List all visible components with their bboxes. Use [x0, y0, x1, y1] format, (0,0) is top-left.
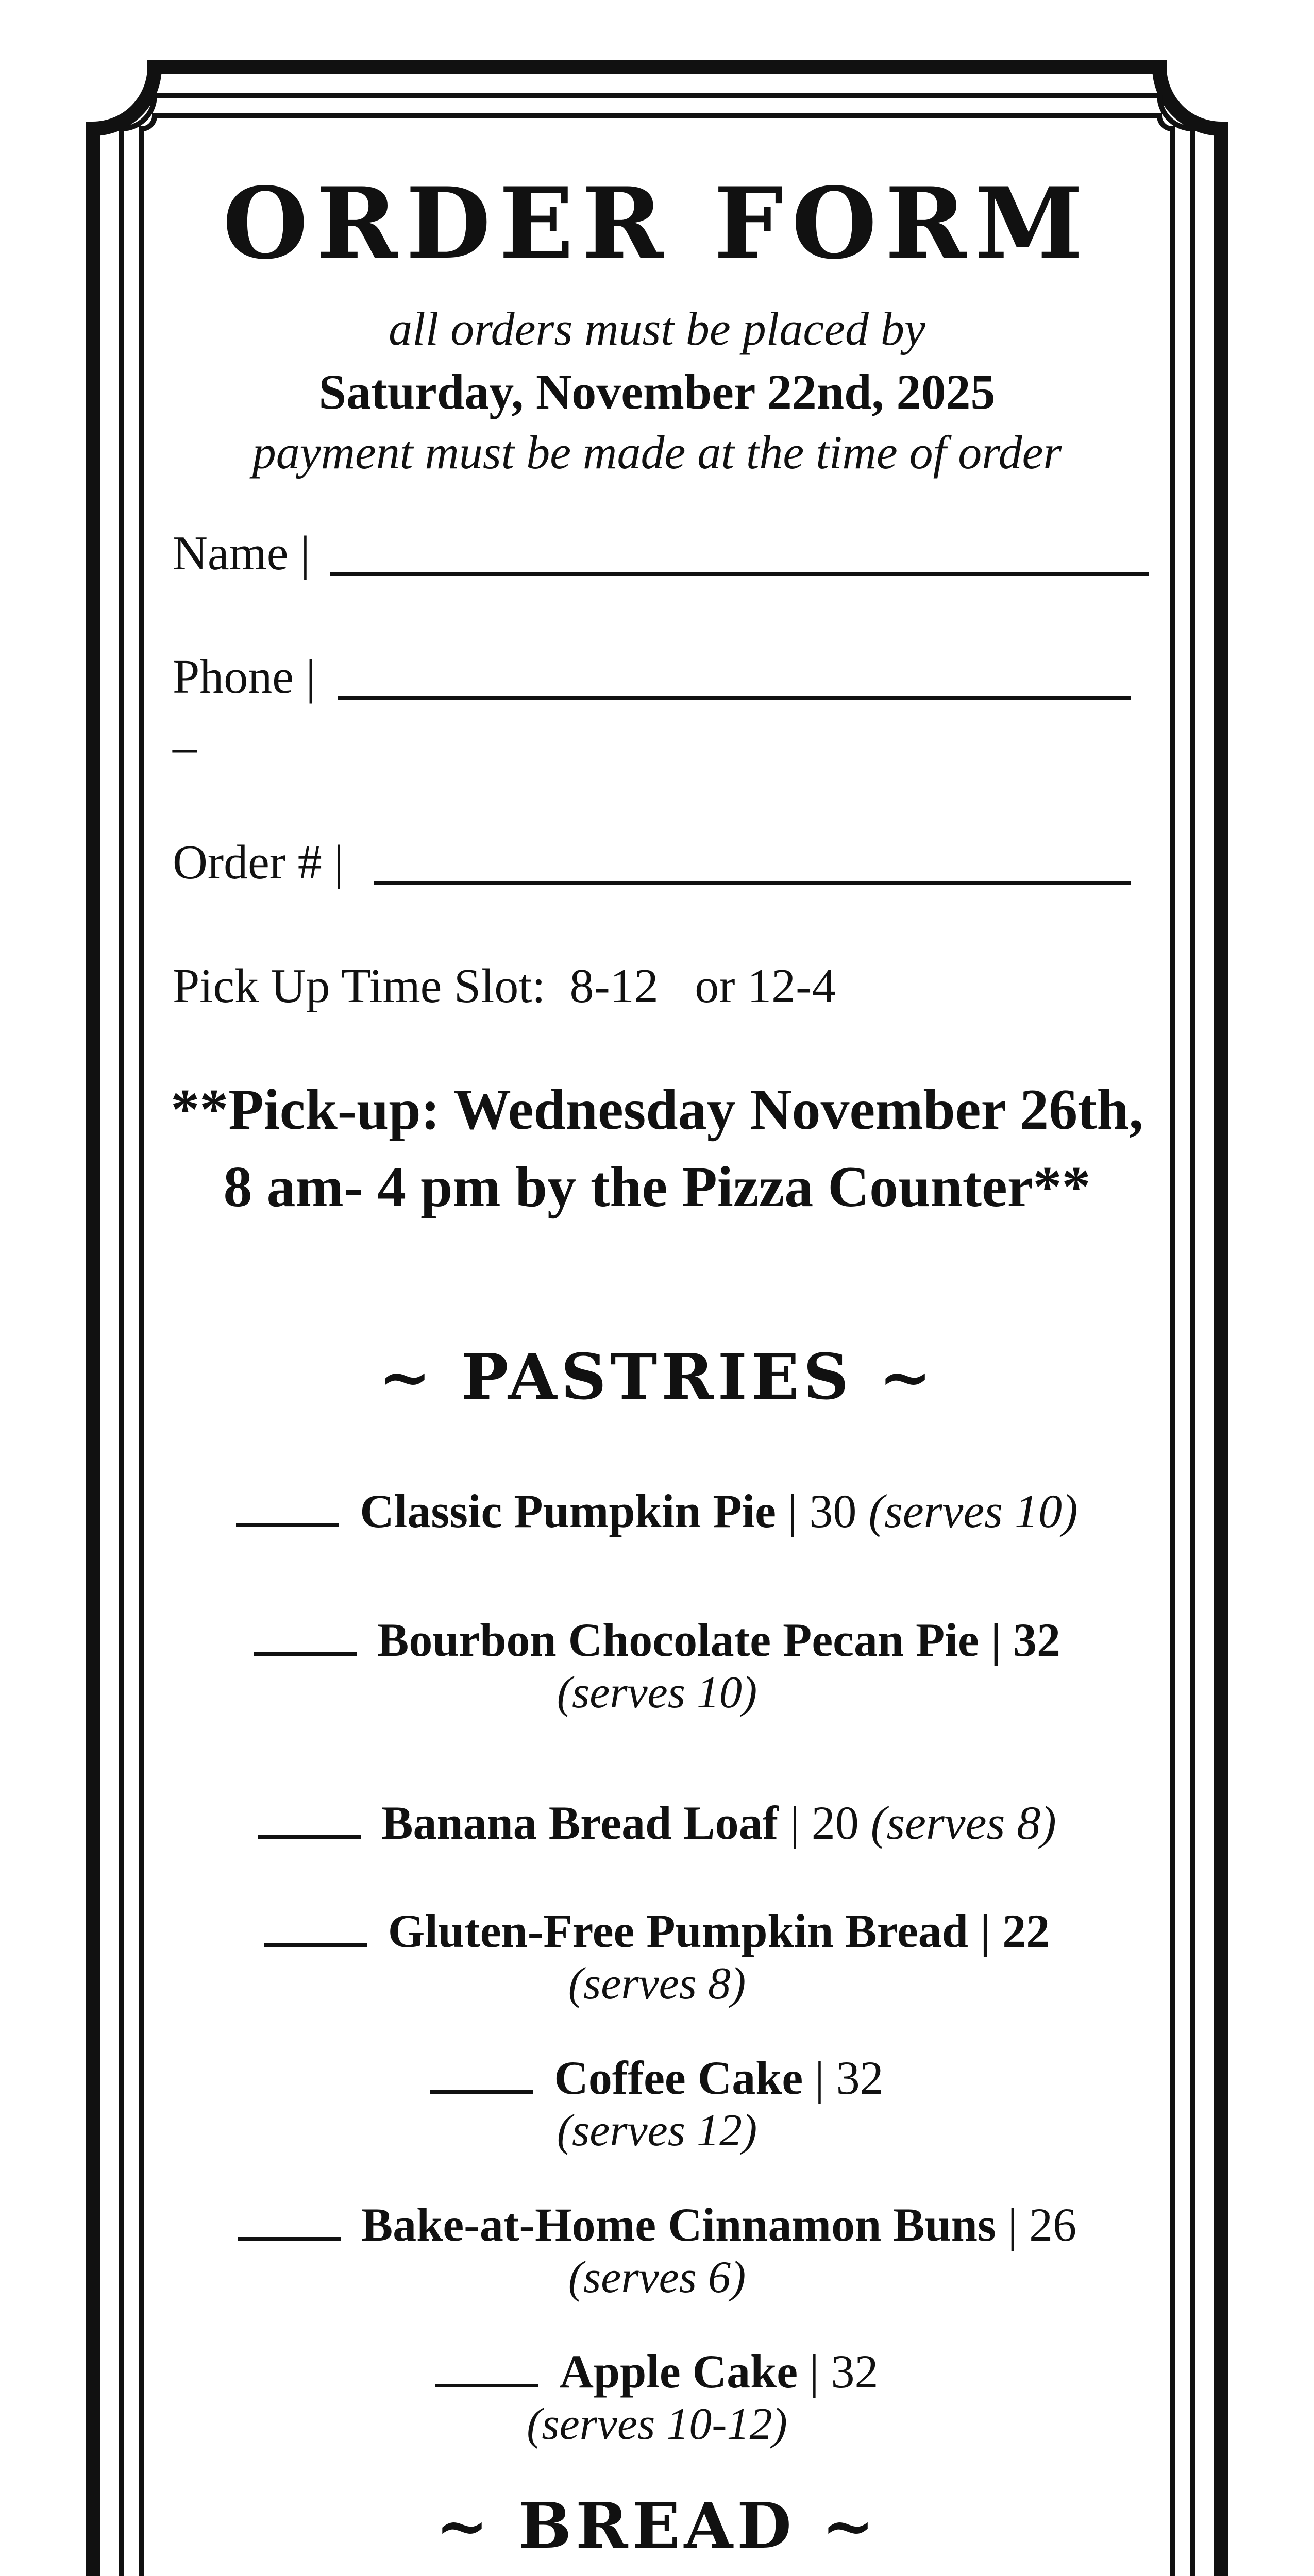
- phone-label: Phone |: [173, 650, 316, 704]
- serves-note: (serves 12): [557, 2106, 757, 2156]
- pickup-info-line-2: 8 am- 4 pm by the Pizza Counter**: [223, 1155, 1091, 1219]
- order-deadline-note: all orders must be placed by: [389, 302, 925, 355]
- name-label: Name |: [173, 527, 310, 580]
- serves-note: (serves 6): [568, 2252, 746, 2302]
- payment-note: payment must be made at the time of order: [252, 426, 1062, 479]
- quantity-blank[interactable]: [254, 1652, 357, 1656]
- list-item: Gluten-Free Pumpkin Bread | 22: [0, 1904, 1314, 1958]
- list-item: Classic Pumpkin Pie | 30 (serves 10): [0, 1484, 1314, 1538]
- quantity-blank[interactable]: [236, 1523, 339, 1527]
- page-title: ORDER FORM: [223, 166, 1091, 281]
- quantity-blank[interactable]: [258, 1835, 361, 1839]
- list-item: Coffee Cake | 32: [0, 2050, 1314, 2105]
- pickup-time-slot: Pick Up Time Slot: 8-12 or 12-4: [173, 959, 836, 1013]
- list-item: Apple Cake | 32: [0, 2344, 1314, 2399]
- quantity-blank[interactable]: [238, 2237, 341, 2241]
- phone-extra-dash: –: [173, 720, 197, 773]
- serves-note: (serves 10-12): [527, 2399, 787, 2449]
- order-number-field[interactable]: [374, 881, 1131, 885]
- section-heading-pastries: ~ PASTRIES ~: [378, 1340, 936, 1414]
- list-item: Bourbon Chocolate Pecan Pie | 32: [0, 1613, 1314, 1667]
- list-item: Banana Bread Loaf | 20 (serves 8): [0, 1795, 1314, 1850]
- serves-note: (serves 8): [568, 1959, 746, 2009]
- list-item: Bake-at-Home Cinnamon Buns | 26: [0, 2197, 1314, 2252]
- order-number-label: Order # |: [173, 836, 344, 889]
- quantity-blank[interactable]: [435, 2384, 538, 2387]
- quantity-blank[interactable]: [264, 1943, 367, 1947]
- serves-note: (serves 10): [557, 1668, 757, 1718]
- quantity-blank[interactable]: [430, 2090, 533, 2094]
- name-field[interactable]: [330, 572, 1149, 576]
- order-deadline-date: Saturday, November 22nd, 2025: [318, 364, 996, 419]
- pickup-info-line-1: **Pick-up: Wednesday November 26th,: [171, 1078, 1143, 1142]
- phone-field[interactable]: [338, 696, 1131, 700]
- section-heading-bread: ~ BREAD ~: [435, 2488, 879, 2563]
